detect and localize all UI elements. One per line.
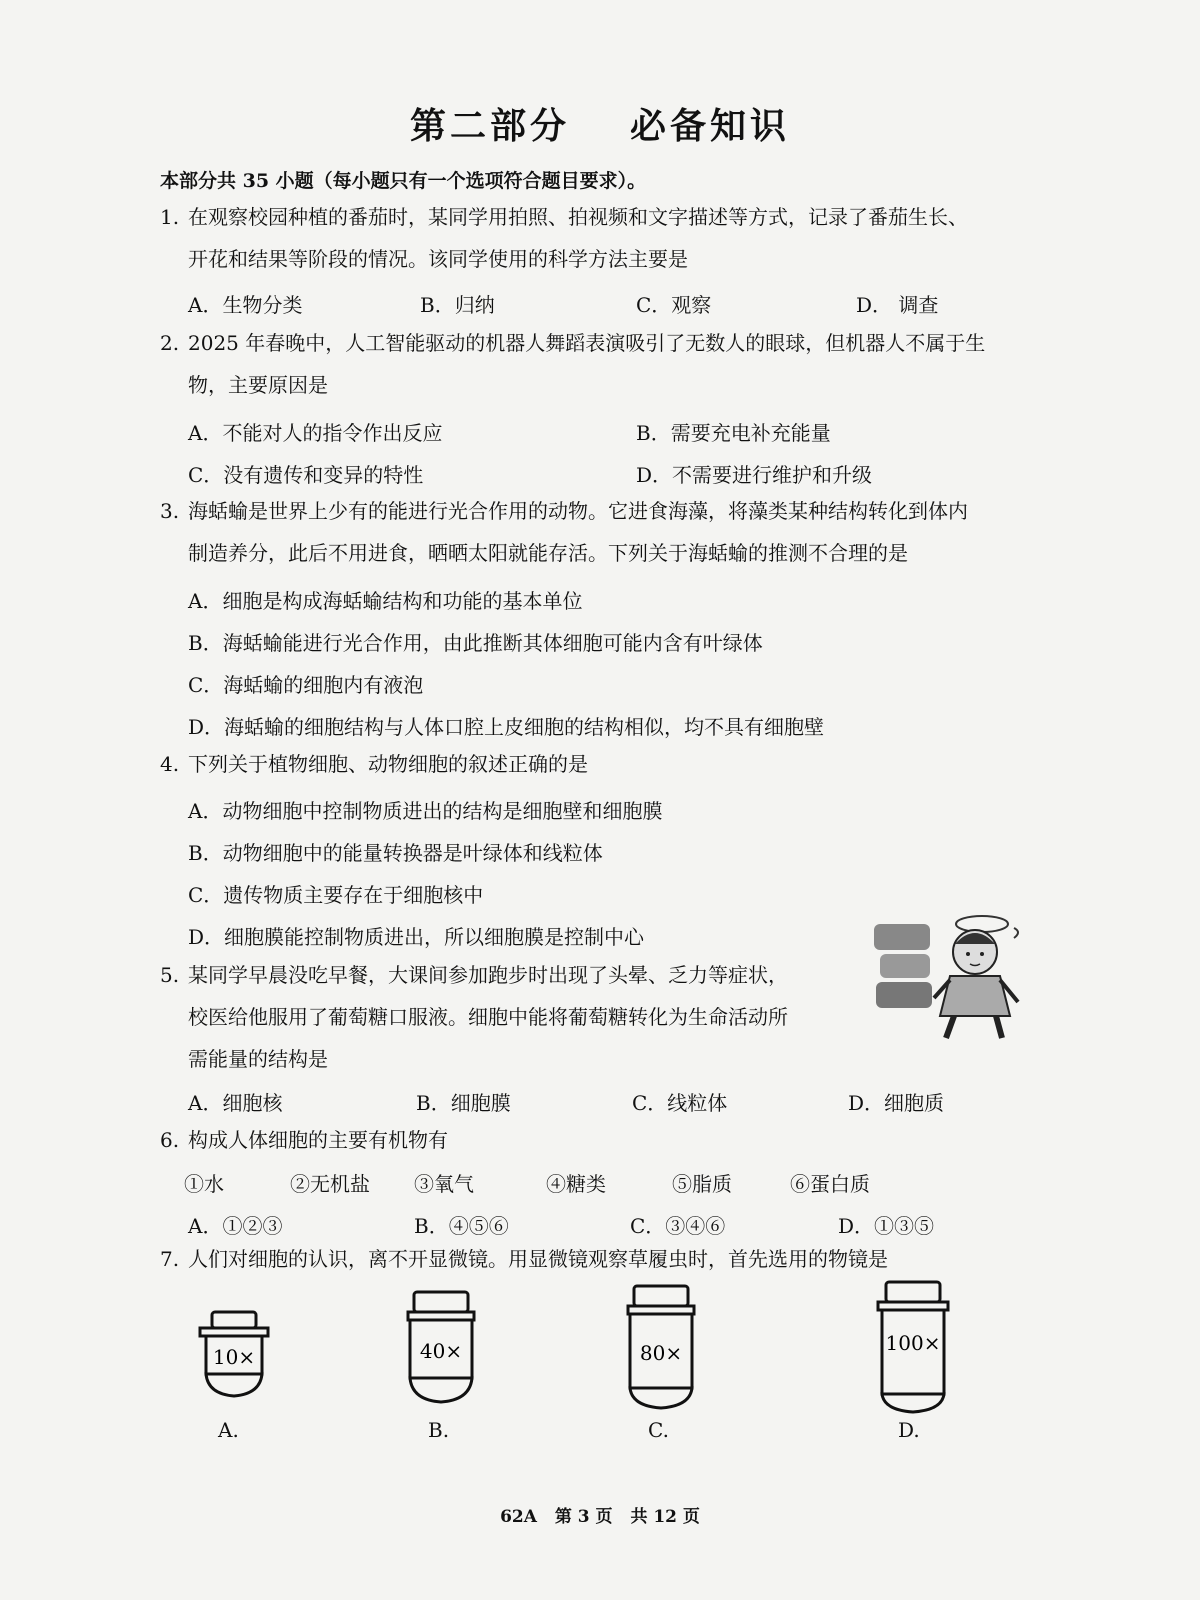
section-intro: 本部分共 35 小题（每小题只有一个选项符合题目要求）。 [160,170,647,192]
page-total: 共 12 页 [630,1507,700,1527]
q5-option-a[interactable]: A．细胞核 [188,1091,283,1115]
objective-lens-icon [626,1284,696,1416]
question-1 [160,196,968,280]
q1-option-c[interactable]: C．观察 [636,293,712,317]
question-stem-line: 构成人体细胞的主要有机物有 [188,1128,448,1152]
lens-magnification: 80× [639,1341,683,1365]
q4-option-c[interactable]: C．遗传物质主要存在于细胞核中 [188,883,484,907]
question-4 [160,743,588,785]
q2-option-b[interactable]: B．需要充电补充能量 [636,421,831,445]
question-stem-line: 人们对细胞的认识，离不开显微镜。用显微镜观察草履虫时，首先选用的物镜是 [188,1247,888,1271]
section-title-part: 第二部分 [409,105,570,147]
lens-magnification: 10× [212,1345,256,1369]
question-number: 7. [160,1247,180,1271]
q5-option-d[interactable]: D．细胞质 [848,1091,945,1115]
objective-lens-b[interactable] [406,1290,476,1418]
q4-option-d[interactable]: D．细胞膜能控制物质进出，所以细胞膜是控制中心 [188,925,645,949]
q1-option-a[interactable]: A．生物分类 [188,293,303,317]
question-stem-line: 制造养分，此后不用进食，晒晒太阳就能存活。下列关于海蛞蝓的推测不合理的是 [188,541,908,565]
question-stem-line: 校医给他服用了葡萄糖口服液。细胞中能将葡萄糖转化为生命活动所 [188,1005,788,1029]
question-stem-line: 物，主要原因是 [188,373,328,397]
question-number: 3. [160,499,180,523]
q6-item: ①水 [184,1172,224,1196]
question-stem-line: 某同学早晨没吃早餐，大课间参加跑步时出现了头晕、乏力等症状， [188,963,788,987]
q6-option-b[interactable]: B．④⑤⑥ [414,1214,509,1238]
lens-label-d: D. [898,1418,920,1442]
question-stem-line: 海蛞蝓是世界上少有的能进行光合作用的动物。它进食海藻，将藻类某种结构转化到体内 [188,499,968,523]
q4-option-b[interactable]: B．动物细胞中的能量转换器是叶绿体和线粒体 [188,841,603,865]
q3-option-c[interactable]: C．海蛞蝓的细胞内有液泡 [188,673,424,697]
objective-lens-d[interactable] [876,1280,950,1424]
q6-item: ③氧气 [414,1172,474,1196]
question-7 [160,1238,888,1280]
q6-item: ②无机盐 [290,1172,370,1196]
q6-item: ⑥蛋白质 [790,1172,870,1196]
q2-option-a[interactable]: A．不能对人的指令作出反应 [188,421,443,445]
q3-option-a[interactable]: A．细胞是构成海蛞蝓结构和功能的基本单位 [188,589,583,613]
lens-label-b: B. [428,1418,450,1442]
q5-option-c[interactable]: C．线粒体 [632,1091,728,1115]
dizzy-student-illustration [870,910,1050,1040]
q1-option-d[interactable]: D． 调查 [856,293,939,317]
paper-code: 62A [500,1507,537,1527]
q1-option-b[interactable]: B．归纳 [420,293,495,317]
question-6 [160,1119,448,1161]
question-3 [160,490,968,574]
q5-option-b[interactable]: B．细胞膜 [416,1091,511,1115]
question-stem-line: 2025 年春晚中，人工智能驱动的机器人舞蹈表演吸引了无数人的眼球，但机器人不属于生 [188,331,986,355]
question-number: 1. [160,205,180,229]
question-number: 5. [160,963,180,987]
objective-lens-icon [198,1310,270,1414]
q6-option-c[interactable]: C．③④⑥ [630,1214,726,1238]
question-stem-line: 需能量的结构是 [188,1047,328,1071]
objective-lens-c[interactable] [626,1284,696,1420]
question-stem-line: 在观察校园种植的番茄时，某同学用拍照、拍视频和文字描述等方式，记录了番茄生长、 [188,205,968,229]
lens-label-a: A. [218,1418,239,1442]
q3-option-b[interactable]: B．海蛞蝓能进行光合作用，由此推断其体细胞可能内含有叶绿体 [188,631,763,655]
q6-item: ④糖类 [546,1172,606,1196]
page-footer [0,1502,1200,1527]
q2-option-d[interactable]: D．不需要进行维护和升级 [636,463,873,487]
question-2 [160,322,985,406]
q6-item: ⑤脂质 [672,1172,732,1196]
lens-magnification: 100× [885,1331,941,1355]
question-number: 6. [160,1128,180,1152]
page-number: 第 3 页 [554,1507,613,1527]
q3-option-d[interactable]: D．海蛞蝓的细胞结构与人体口腔上皮细胞的结构相似，均不具有细胞壁 [188,715,825,739]
q2-option-c[interactable]: C．没有遗传和变异的特性 [188,463,424,487]
q6-option-a[interactable]: A．①②③ [188,1214,283,1238]
question-number: 4. [160,752,180,776]
q6-option-d[interactable]: D．①③⑤ [838,1214,935,1238]
lens-label-c: C. [648,1418,669,1442]
section-title-name: 必备知识 [630,105,791,147]
objective-lens-icon [406,1290,476,1414]
objective-lens-icon [876,1280,950,1420]
q4-option-a[interactable]: A．动物细胞中控制物质进出的结构是细胞壁和细胞膜 [188,799,663,823]
section-title [0,98,1200,149]
question-stem-line: 开花和结果等阶段的情况。该同学使用的科学方法主要是 [188,247,688,271]
objective-lens-a[interactable] [198,1310,270,1418]
lens-magnification: 40× [419,1339,463,1363]
question-stem-line: 下列关于植物细胞、动物细胞的叙述正确的是 [188,752,588,776]
question-number: 2. [160,331,180,355]
question-5 [160,954,788,1080]
